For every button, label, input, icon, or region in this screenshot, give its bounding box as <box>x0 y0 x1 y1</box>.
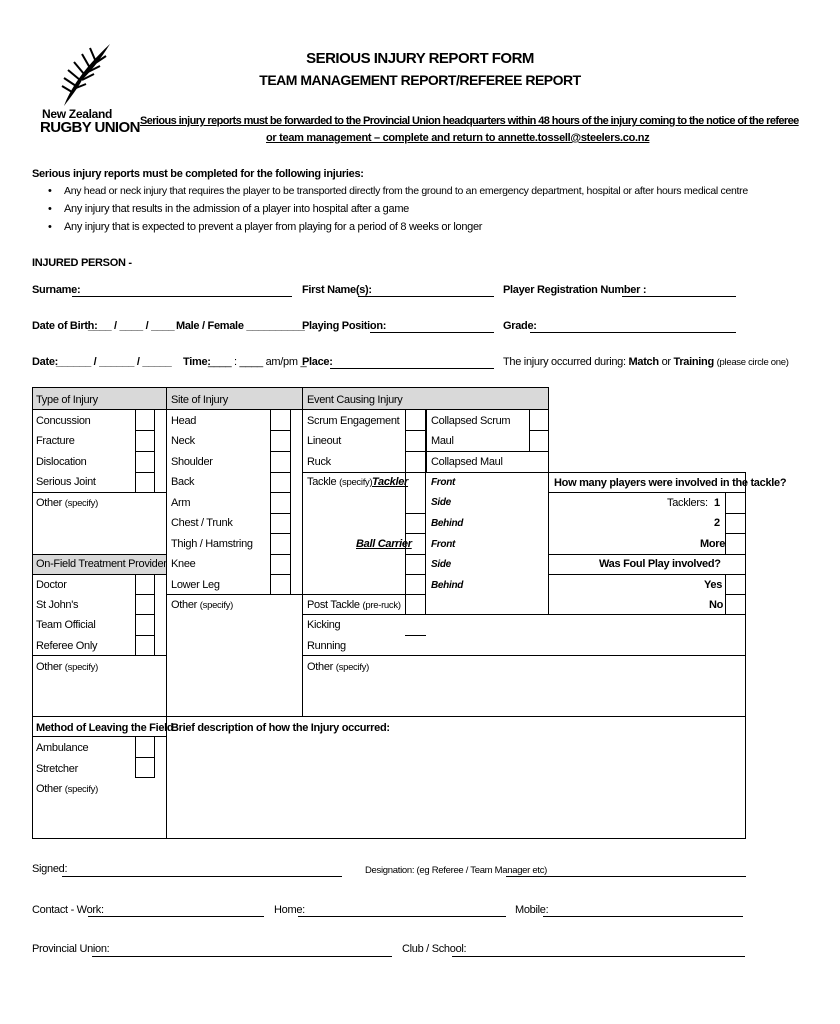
type-item: Serious Joint <box>36 476 96 488</box>
tackle-label: Tackle <box>307 476 337 488</box>
treatment-item: Referee Only <box>36 640 98 652</box>
intro-text: Serious injury reports must be completed for the following injuries: <box>32 168 364 180</box>
provincial-field[interactable] <box>92 956 392 957</box>
site-item: Back <box>171 476 195 488</box>
leaving-item: Stretcher <box>36 763 78 775</box>
site-item: Thigh / Hamstring <box>171 538 253 550</box>
direction: Side <box>431 497 451 508</box>
place-label: Place: <box>302 356 333 368</box>
grade-field[interactable] <box>530 332 736 333</box>
pre-ruck-label: (pre-ruck) <box>362 600 401 611</box>
notice-line2: or team management – complete and return to annette.tossell@steelers.co.nz <box>266 132 650 144</box>
rule <box>548 472 746 473</box>
designation-field[interactable] <box>506 876 746 877</box>
circle-note: (please circle one) <box>716 357 789 368</box>
treatment-other[interactable] <box>36 660 98 675</box>
injured-person-heading: INJURED PERSON - <box>32 257 132 269</box>
bullet-text-1: Any head or neck injury that requires the player to be transported directly from the ground to an emergency department, hospital or after hours medical centre <box>64 185 748 197</box>
rule <box>32 838 746 839</box>
place-field[interactable] <box>330 368 494 369</box>
leaving-other[interactable] <box>36 782 98 797</box>
rule <box>135 472 155 473</box>
time-field[interactable]: ____ : ____ am/pm _ <box>208 356 307 368</box>
rule <box>32 554 166 555</box>
rule <box>548 554 746 555</box>
specify-label: (specify) <box>199 600 233 611</box>
tacklers-one: 1 <box>714 497 720 509</box>
site-item: Chest / Trunk <box>171 517 233 529</box>
rule <box>529 430 549 431</box>
page-subtitle: TEAM MANAGEMENT REPORT/REFEREE REPORT <box>259 72 581 88</box>
rule <box>270 451 291 452</box>
description-label: Brief description of how the Injury occurred: <box>171 722 390 734</box>
tackler-label: Tackler <box>372 476 409 488</box>
tacklers-two: 2 <box>714 517 720 529</box>
rule <box>725 594 746 595</box>
first-names-field[interactable] <box>358 296 494 297</box>
type-header: Type of Injury <box>36 394 98 406</box>
rule <box>426 451 549 452</box>
direction: Front <box>431 477 456 488</box>
playing-position-field[interactable] <box>370 332 494 333</box>
site-header: Site of Injury <box>171 394 228 406</box>
rule <box>270 430 291 431</box>
notice-line1: Serious injury reports must be forwarded to the Provincial Union headquarters within 48 hours of the injury coming to the notice of the referee <box>140 115 799 127</box>
other-label: Other <box>171 599 198 611</box>
bullet-text-2: Any injury that results in the admission of a player into hospital after a game <box>64 203 409 215</box>
designation-label: Designation: (eg Referee / Team Manager etc) <box>365 865 548 876</box>
occurred-during <box>503 355 789 370</box>
other-label: Other <box>36 497 63 509</box>
type-item: Concussion <box>36 415 91 427</box>
rule <box>725 533 746 534</box>
work-field[interactable] <box>88 916 264 917</box>
rule <box>32 716 166 717</box>
home-label: Home: <box>274 904 305 916</box>
treatment-item: Team Official <box>36 619 96 631</box>
bullet-text-3: Any injury that is expected to prevent a player from playing for a period of 8 weeks or longer <box>64 221 483 233</box>
event-item: Maul <box>431 435 454 447</box>
rule <box>405 635 426 636</box>
player-reg-field[interactable] <box>622 296 736 297</box>
treatment-item: St John's <box>36 599 79 611</box>
specify-label: (specify) <box>64 498 98 509</box>
rule <box>405 574 426 575</box>
date-label: Date: <box>32 356 59 368</box>
signed-field[interactable] <box>62 876 342 877</box>
type-item: Fracture <box>36 435 75 447</box>
event-item: Collapsed Maul <box>431 456 503 468</box>
direction: Side <box>431 559 451 570</box>
or-text: or <box>661 356 671 368</box>
tackle-item <box>307 475 372 490</box>
foul-yes: Yes <box>704 579 723 591</box>
rule <box>135 594 155 595</box>
site-item: Arm <box>171 497 191 509</box>
time-label: Time: <box>183 356 211 368</box>
direction: Behind <box>431 518 464 529</box>
occurred-label: The injury occurred during: <box>503 356 626 368</box>
dob-label: Date of Birth: <box>32 320 98 332</box>
rule <box>302 655 746 656</box>
match-option[interactable]: Match <box>628 356 659 368</box>
specify-label: (specify) <box>64 784 98 795</box>
rule <box>725 513 746 514</box>
treatment-item: Doctor <box>36 579 67 591</box>
event-item: Ruck <box>307 456 331 468</box>
col-div-1 <box>166 387 167 839</box>
rule <box>135 430 155 431</box>
rule <box>135 635 155 636</box>
foul-no: No <box>709 599 724 611</box>
tacklers-label: Tacklers: <box>667 497 708 509</box>
event-item: Collapsed Scrum <box>431 415 511 427</box>
event-item: Scrum Engagement <box>307 415 400 427</box>
ball-carrier-label: Ball Carrier <box>356 538 412 550</box>
rule <box>270 533 291 534</box>
provincial-label: Provincial Union: <box>32 943 110 955</box>
club-field[interactable] <box>452 956 745 957</box>
signed-label: Signed: <box>32 863 68 875</box>
rule <box>135 757 155 758</box>
event-item: Kicking <box>307 619 341 631</box>
direction: Behind <box>431 580 464 591</box>
specify-label: (specify) <box>335 662 369 673</box>
bullet-2: • <box>48 203 52 215</box>
treatment-header: On-Field Treatment Provider <box>36 558 167 570</box>
rule <box>270 554 291 555</box>
type-other[interactable] <box>36 496 98 511</box>
rule <box>405 533 426 534</box>
site-item: Knee <box>171 558 196 570</box>
site-item: Lower Leg <box>171 579 220 591</box>
contact-work-label: Contact - Work: <box>32 904 104 916</box>
surname-label: Surname: <box>32 284 81 296</box>
site-other[interactable] <box>171 598 233 613</box>
grade-label: Grade: <box>503 320 537 332</box>
rule <box>548 492 746 493</box>
site-item: Neck <box>171 435 195 447</box>
rule <box>405 513 426 514</box>
rule <box>302 614 746 615</box>
rule <box>270 492 291 493</box>
playing-position-label: Playing Position: <box>302 320 387 332</box>
rule <box>135 614 155 615</box>
rule <box>270 513 291 514</box>
event-header: Event Causing Injury <box>307 394 403 406</box>
type-item: Dislocation <box>36 456 87 468</box>
bullet-3: • <box>48 221 52 233</box>
gender-field[interactable]: Male / Female __________ <box>176 320 305 332</box>
rule <box>270 472 291 473</box>
leaving-header: Method of Leaving the Field <box>36 722 174 734</box>
rule <box>135 451 155 452</box>
rule <box>270 574 291 575</box>
rule <box>166 716 746 717</box>
event-mid <box>426 409 427 473</box>
first-names-label: First Name(s): <box>302 284 372 296</box>
specify-label: (specify) <box>64 662 98 673</box>
bullet-1: • <box>48 185 52 197</box>
mobile-field[interactable] <box>543 916 743 917</box>
description-field[interactable] <box>168 738 744 836</box>
rule <box>405 554 426 555</box>
treatment-checkbox[interactable] <box>135 574 155 656</box>
tackle-question: How many players were involved in the tackle? <box>554 477 787 489</box>
post-tackle-label: Post Tackle <box>307 599 360 611</box>
site-item: Shoulder <box>171 456 213 468</box>
event-other[interactable] <box>307 660 369 675</box>
col-div-2 <box>302 387 303 717</box>
tacklers-more: More <box>700 538 726 550</box>
other-label: Other <box>307 661 334 673</box>
event-item: Running <box>307 640 346 652</box>
post-tackle-item <box>307 598 401 613</box>
surname-field[interactable] <box>72 296 292 297</box>
rule <box>405 451 426 452</box>
other-label: Other <box>36 783 63 795</box>
page-title: SERIOUS INJURY REPORT FORM <box>306 50 534 67</box>
leaving-item: Ambulance <box>36 742 89 754</box>
site-item: Head <box>171 415 197 427</box>
event-item: Lineout <box>307 435 341 447</box>
rule <box>405 430 426 431</box>
specify-label: (specify) <box>339 477 373 488</box>
direction: Front <box>431 539 456 550</box>
other-label: Other <box>36 661 63 673</box>
right-div <box>548 472 549 614</box>
foul-question: Was Foul Play involved? <box>599 558 721 570</box>
club-label: Club / School: <box>402 943 467 955</box>
dob-field[interactable]: ____ / ____ / ____ <box>88 320 175 332</box>
player-reg-label: Player Registration Number : <box>503 284 647 296</box>
home-field[interactable] <box>298 916 506 917</box>
event-checkbox[interactable] <box>405 409 426 615</box>
logo-line2: RUGBY UNION <box>40 119 140 136</box>
training-option[interactable]: Training <box>673 356 714 368</box>
tackle-checkbox[interactable] <box>725 492 746 555</box>
logo-line1: New Zealand <box>42 107 113 121</box>
date-field[interactable]: ______ / ______ / _____ <box>56 356 172 368</box>
rule <box>548 574 746 575</box>
site-checkbox[interactable] <box>270 409 291 595</box>
mobile-label: Mobile: <box>515 904 549 916</box>
